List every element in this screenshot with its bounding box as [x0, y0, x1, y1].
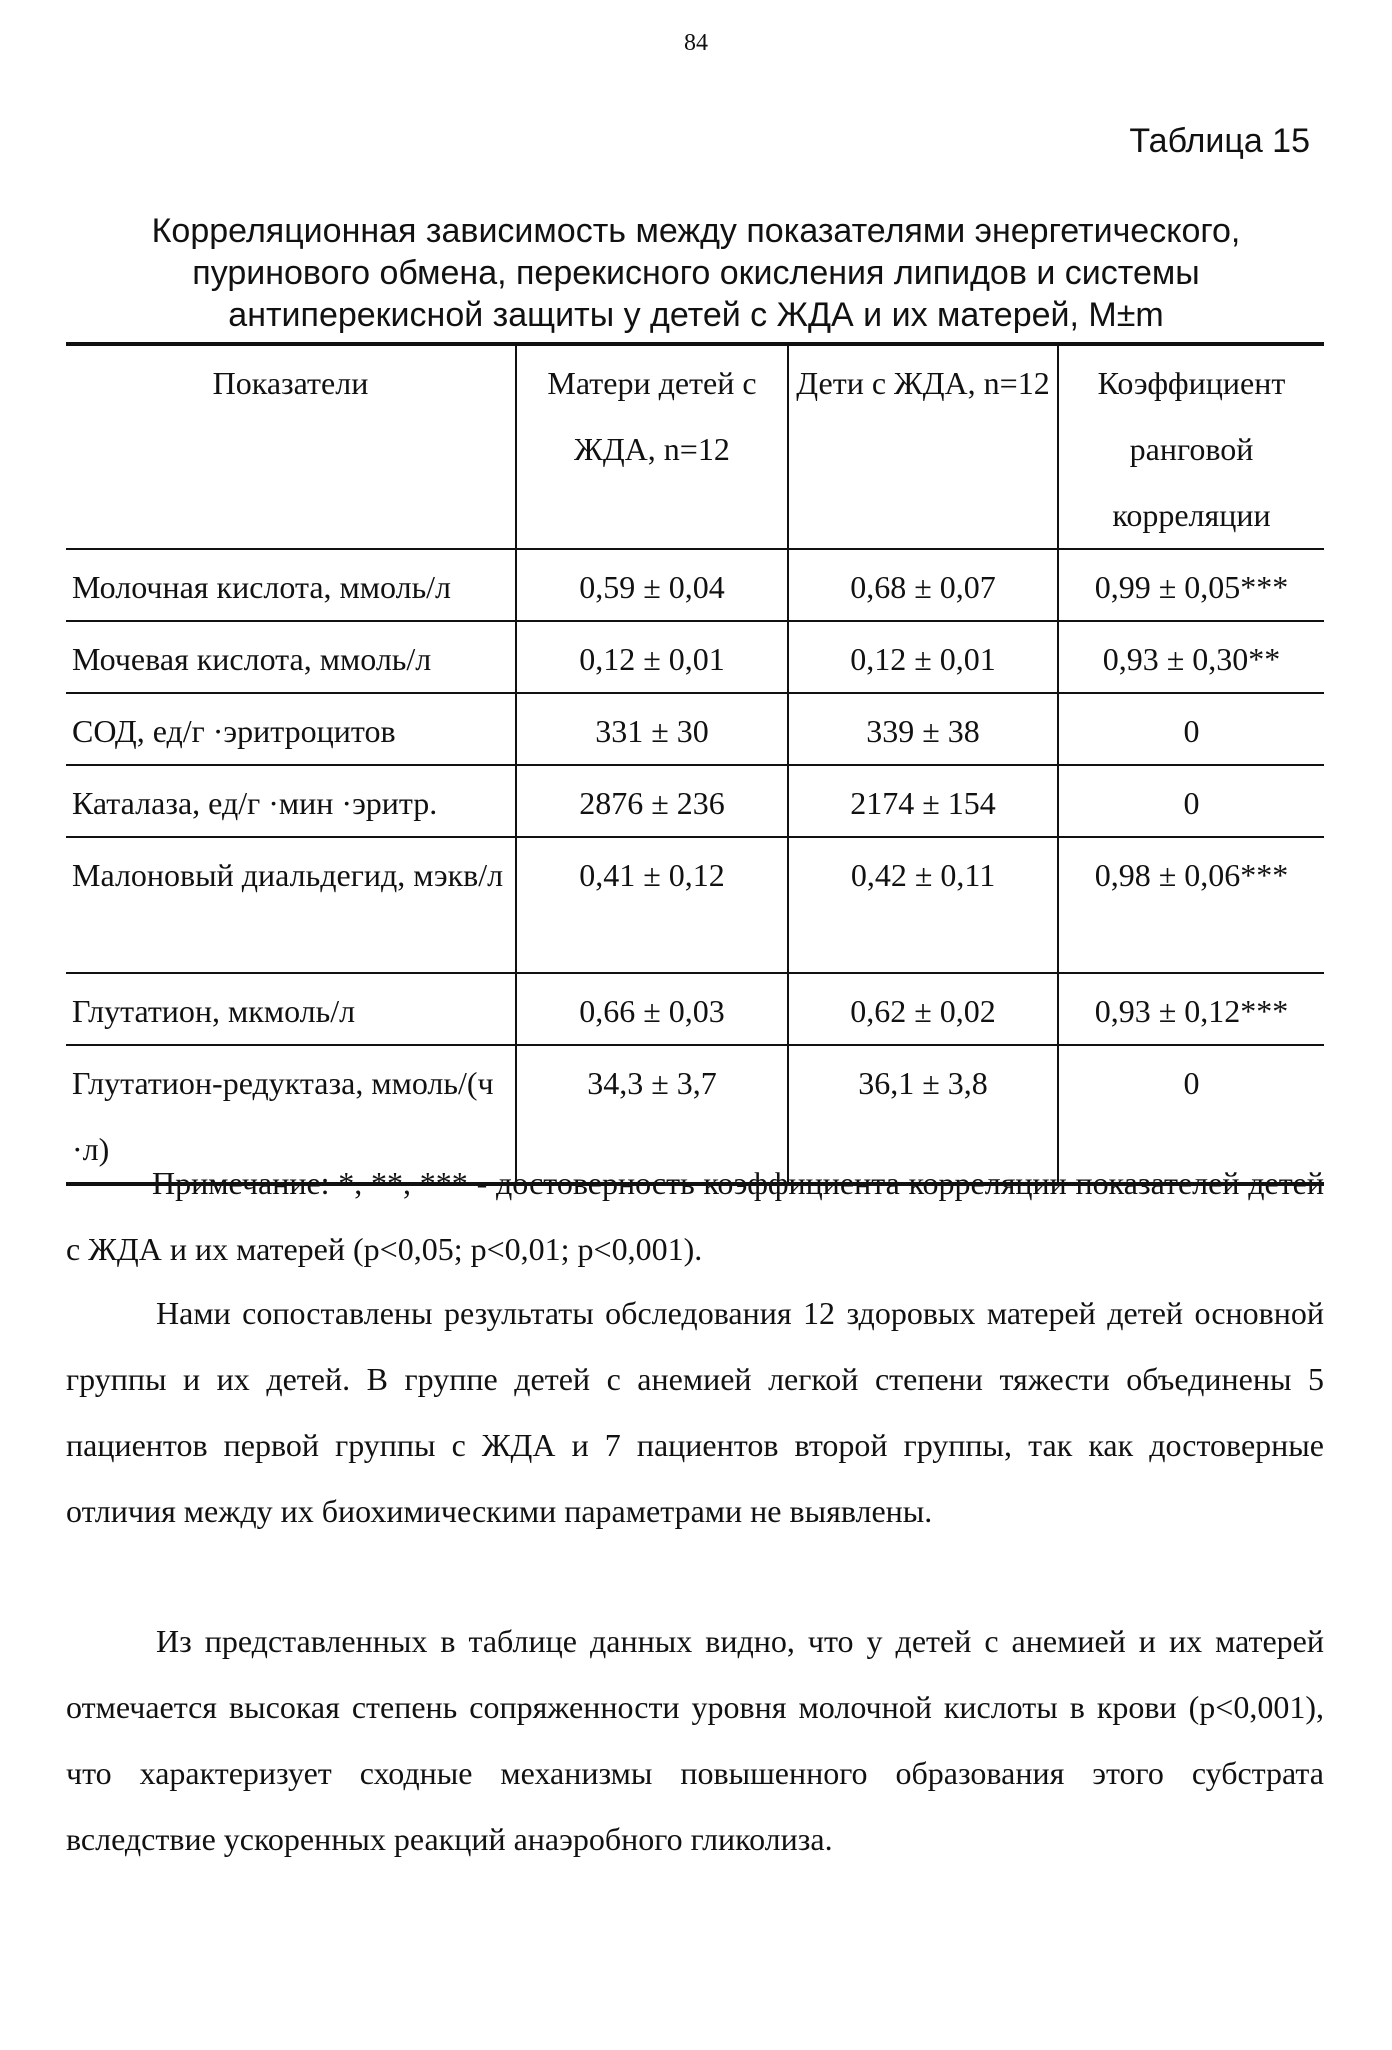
table-label: Таблица 15 [1129, 122, 1310, 160]
row-children-value: 339 ± 38 [788, 693, 1058, 765]
table-title: Корреляционная зависимость между показателями энергетического, пуринового обмена, перекисного окисления липидов и системы антиперекисной защиты у детей с ЖДА и их матерей, M±m [151, 212, 1241, 334]
row-children-value: 0,12 ± 0,01 [788, 621, 1058, 693]
row-mothers-value: 2876 ± 236 [516, 765, 788, 837]
table-header-row [66, 344, 1324, 549]
row-indicator: СОД, ед/г ·эритроцитов [66, 693, 516, 765]
table-row [66, 549, 1324, 621]
row-children-value: 0,42 ± 0,11 [788, 837, 1058, 973]
table-row [66, 621, 1324, 693]
row-mothers-value: 0,59 ± 0,04 [516, 549, 788, 621]
row-indicator: Глутатион, мкмоль/л [66, 973, 516, 1045]
row-coefficient: 0 [1058, 1045, 1324, 1184]
table-row [66, 837, 1324, 973]
row-coefficient: 0,98 ± 0,06*** [1058, 837, 1324, 973]
row-indicator: Молочная кислота, ммоль/л [66, 549, 516, 621]
header-mothers: Матери детей с ЖДА, n=12 [516, 344, 788, 549]
row-children-value: 0,62 ± 0,02 [788, 973, 1058, 1045]
page-number: 84 [684, 30, 708, 56]
row-indicator: Глутатион-редуктаза, ммоль/(ч ·л) [66, 1045, 516, 1184]
row-coefficient: 0,99 ± 0,05*** [1058, 549, 1324, 621]
row-children-value: 2174 ± 154 [788, 765, 1058, 837]
row-coefficient: 0 [1058, 693, 1324, 765]
row-children-value: 0,68 ± 0,07 [788, 549, 1058, 621]
row-coefficient: 0,93 ± 0,30** [1058, 621, 1324, 693]
row-coefficient: 0,93 ± 0,12*** [1058, 973, 1324, 1045]
row-indicator: Малоновый диальдегид, мэкв/л [66, 837, 516, 973]
body-paragraph: Нами сопоставлены результаты обследования 12 здоровых матерей детей основной группы и их детей. В группе детей с анемией легкой степени тяжести объединены 5 пациентов первой группы с ЖДА и 7 пациентов второй группы, так как достоверные отличия между их биохимическими параметрами не выявлены. [66, 1295, 1324, 1529]
row-mothers-value: 0,12 ± 0,01 [516, 621, 788, 693]
table-note: Примечание: *, **, *** - достоверность коэффициента корреляции показателей детей с ЖДА и их матерей (p<0,05; p<0,01; p<0,001). [66, 1165, 1324, 1267]
row-mothers-value: 331 ± 30 [516, 693, 788, 765]
body-paragraph: Из представленных в таблице данных видно, что у детей с анемией и их матерей отмечается высокая степень сопряженности уровня молочной кислоты в крови (p<0,001), что характеризует сходные механизмы повышенного образования этого субстрата вследствие ускоренных реакций анаэробного гликолиза. [66, 1623, 1324, 1857]
row-children-value: 36,1 ± 3,8 [788, 1045, 1058, 1184]
row-mothers-value: 0,41 ± 0,12 [516, 837, 788, 973]
row-indicator: Мочевая кислота, ммоль/л [66, 621, 516, 693]
row-indicator: Каталаза, ед/г ·мин ·эритр. [66, 765, 516, 837]
row-mothers-value: 34,3 ± 3,7 [516, 1045, 788, 1184]
header-children: Дети с ЖДА, n=12 [788, 344, 1058, 549]
header-indicator: Показатели [66, 344, 516, 549]
table-row [66, 973, 1324, 1045]
row-mothers-value: 0,66 ± 0,03 [516, 973, 788, 1045]
table-row [66, 765, 1324, 837]
header-coefficient: Коэффициент ранговой корреляции [1058, 344, 1324, 549]
row-coefficient: 0 [1058, 765, 1324, 837]
correlation-table [66, 342, 1324, 1186]
table-row [66, 693, 1324, 765]
